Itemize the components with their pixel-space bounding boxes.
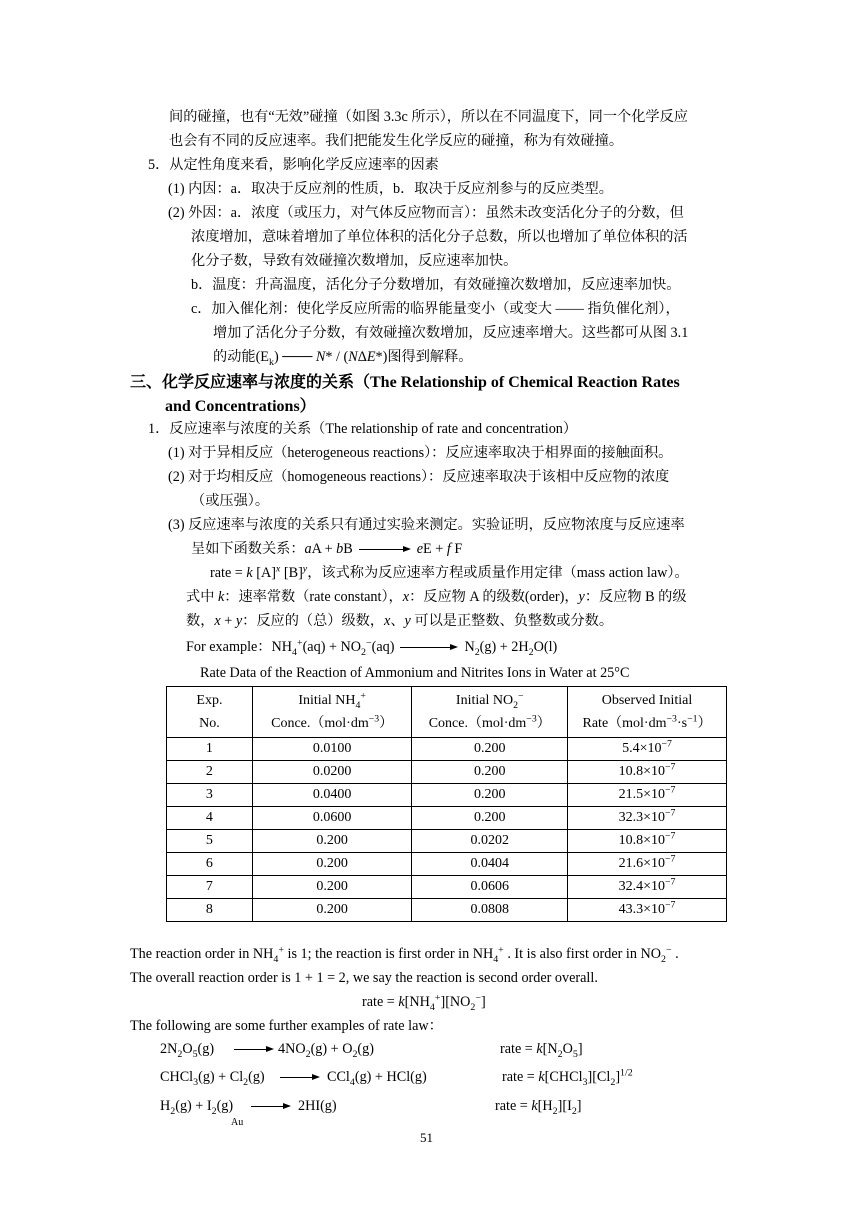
example-3-arrow xyxy=(245,1096,297,1116)
subsection-1-3: (3) 反应速率与浓度的关系只有通过实验来测定。实验证明，反应物浓度与反应速率 xyxy=(168,517,685,533)
table-caption: Rate Data of the Reaction of Ammonium and Nitrites Ions in Water at 25°C xyxy=(200,665,630,681)
general-equation xyxy=(191,539,462,559)
cell-rate: $5.4\times 10^{-7}$ xyxy=(568,738,727,761)
cell-exp: 6 xyxy=(167,853,253,876)
subsection-1: 1．反应速率与浓度的关系（The relationship of rate and concentration） xyxy=(148,421,578,437)
example-3-rhs: 2HI(g) xyxy=(298,1098,337,1114)
cell-nh4: 0.0400 xyxy=(252,784,412,807)
rate-law: rate = k $[A]^x$ $[B]^y$，该式称为反应速率方程或质量作用定律（mass action law）。 xyxy=(210,563,689,581)
example-2-arrow xyxy=(274,1067,326,1087)
reaction-arrow-icon xyxy=(280,1073,320,1083)
item5-external-a3: 化分子数，导致有效碰撞次数增加，反应速率加快。 xyxy=(191,253,518,269)
table-row xyxy=(167,853,727,876)
table-row xyxy=(167,899,727,922)
item5-external-c: c．加入催化剂：使化学反应所需的临界能量变小（或变大 —— 指负催化剂）， xyxy=(191,301,680,317)
cell-rate: $43.3\times 10^{-7}$ xyxy=(568,899,727,922)
cell-nh4: 0.200 xyxy=(252,853,412,876)
cell-exp: 1 xyxy=(167,738,253,761)
cell-rate: $32.3\times 10^{-7}$ xyxy=(568,807,727,830)
example-3-rate: rate = $k[H_2][I_2]$ xyxy=(495,1098,582,1117)
subsection-1-1: (1) 对于异相反应（heterogeneous reactions）：反应速率取决于相界面的接触面积。 xyxy=(168,445,673,461)
header-no2: Initial $NO_2^-$ $Conce.(mol\cdot dm^{-3})$ xyxy=(412,687,568,738)
intro-line-2: 也会有不同的反应速率。我们把能发生化学反应的碰撞，称为有效碰撞。 xyxy=(169,133,624,149)
cell-exp: 4 xyxy=(167,807,253,830)
example-2-lhs: CHCl$_3$(g) + $Cl_2(g)$ xyxy=(160,1069,265,1088)
table-row xyxy=(167,784,727,807)
overall-rate-law: rate = $k[NH_4^+][NO_2^-]$ xyxy=(362,992,486,1013)
cell-no2: 0.200 xyxy=(412,784,568,807)
table-header-row xyxy=(167,687,727,738)
header-exp: Exp. No. xyxy=(167,687,253,738)
table-row xyxy=(167,876,727,899)
reaction-arrow-icon xyxy=(359,545,411,555)
cell-no2: 0.200 xyxy=(412,807,568,830)
catalyst-label: Au xyxy=(231,1117,244,1128)
general-equation-intro: 呈如下函数关系： xyxy=(191,541,305,557)
section-heading-cont: and Concentrations） xyxy=(165,398,316,415)
cell-nh4: 0.200 xyxy=(252,830,412,853)
section-heading: 三、化学反应速率与浓度的关系（The Relationship of Chemical Reaction Rates xyxy=(130,374,680,391)
rate-law-def-2: 数，x + y：反应的（总）级数，x、y 可以是正整数、负整数或分数。 xyxy=(186,613,614,629)
cell-nh4: 0.200 xyxy=(252,876,412,899)
cell-rate: $21.5\times 10^{-7}$ xyxy=(568,784,727,807)
header-nh4: Initial $NH_4^+$ $Conce.(mol\cdot dm^{-3})$ xyxy=(252,687,412,738)
cell-rate: $10.8\times 10^{-7}$ xyxy=(568,761,727,784)
cell-exp: 2 xyxy=(167,761,253,784)
cell-rate: $10.8\times 10^{-7}$ xyxy=(568,830,727,853)
cell-exp: 5 xyxy=(167,830,253,853)
order-statement-2: The overall reaction order is 1 + 1 = 2, we say the reaction is second order overall. xyxy=(130,970,598,986)
further-examples-heading: The following are some further examples of rate law： xyxy=(130,1018,443,1034)
cell-exp: 3 xyxy=(167,784,253,807)
example-2-rhs: CCl$_4$(g) + HCl(g) xyxy=(327,1069,427,1088)
item5-external-c3: 的动能$(E_k)$ ─── N* / (NΔE*)图得到解释。 xyxy=(213,349,473,368)
cell-exp: 7 xyxy=(167,876,253,899)
subsection-1-2: (2) 对于均相反应（homogeneous reactions）：反应速率取决于该相中反应物的浓度 xyxy=(168,469,670,485)
example-rhs: $N_2(g) + 2H_2O(l)$ xyxy=(464,639,558,658)
cell-nh4: 0.0200 xyxy=(252,761,412,784)
example-label: For example： xyxy=(186,639,272,655)
cell-rate: $32.4\times 10^{-7}$ xyxy=(568,876,727,899)
cell-no2: 0.200 xyxy=(412,738,568,761)
example-lhs: $NH_4^+(aq) + NO_2^-(aq)$ xyxy=(271,637,395,658)
example-1-rate: rate = $k[N_2O_5]$ xyxy=(500,1041,583,1060)
general-equation-lhs: aA + bB xyxy=(304,541,353,557)
reaction-arrow-icon xyxy=(251,1102,291,1112)
table-row xyxy=(167,738,727,761)
reaction-arrow-icon xyxy=(234,1045,274,1055)
cell-rate: $21.6\times 10^{-7}$ xyxy=(568,853,727,876)
item5-external-a2: 浓度增加，意味着增加了单位体积的活化分子总数，所以也增加了单位体积的活 xyxy=(191,229,688,245)
cell-no2: 0.0404 xyxy=(412,853,568,876)
example-equation xyxy=(186,637,557,657)
example-1-arrow xyxy=(228,1039,280,1059)
item5-external-c2: 增加了活化分子分数，有效碰撞次数增加，反应速率增大。这些都可从图 3.1 xyxy=(213,325,689,341)
table-row xyxy=(167,807,727,830)
example-3-lhs: $H_2(g) + I_2(g)$ xyxy=(160,1098,234,1117)
cell-no2: 0.0808 xyxy=(412,899,568,922)
example-1-lhs: $2N_2O_5(g)$ xyxy=(160,1041,215,1060)
item5-title: 5．从定性角度来看，影响化学反应速率的因素 xyxy=(148,157,439,173)
cell-nh4: 0.200 xyxy=(252,899,412,922)
rate-law-def-1: 式中 k：速率常数（rate constant），x：反应物 A 的级数(order)，y：反应物 B 的级 xyxy=(186,589,687,605)
cell-no2: 0.0606 xyxy=(412,876,568,899)
page-number: 51 xyxy=(420,1130,433,1145)
example-1-rhs: $4NO_2(g) + O_2(g)$ xyxy=(278,1041,374,1060)
cell-no2: 0.200 xyxy=(412,761,568,784)
cell-no2: 0.0202 xyxy=(412,830,568,853)
cell-nh4: 0.0100 xyxy=(252,738,412,761)
item5-internal: (1) 内因：a．取决于反应剂的性质，b．取决于反应剂参与的反应类型。 xyxy=(168,181,613,197)
reaction-arrow-icon xyxy=(400,643,458,653)
cell-exp: 8 xyxy=(167,899,253,922)
intro-line-1: 间的碰撞，也有“无效”碰撞（如图 3.3c 所示），所以在不同温度下，同一个化学反应 xyxy=(169,109,688,125)
example-2-rate: rate = $k[CHCl_3][Cl_2]^{1/2}$ xyxy=(502,1067,633,1088)
order-statement-1: The reaction order in $NH_4^+$ is 1; the reaction is first order in $NH_4^+$ . It is also first order in $NO_2^-$ . xyxy=(130,944,679,965)
general-equation-rhs: eE + f F xyxy=(416,541,463,557)
table-row xyxy=(167,830,727,853)
item5-external-b: b．温度：升高温度，活化分子分数增加，有效碰撞次数增加，反应速率加快。 xyxy=(191,277,681,293)
item5-external-a: (2) 外因：a．浓度（或压力，对气体反应物而言）：虽然未改变活化分子的分数，但 xyxy=(168,205,684,221)
cell-nh4: 0.0600 xyxy=(252,807,412,830)
subsection-1-2b: （或压强）。 xyxy=(191,493,270,509)
table-row xyxy=(167,761,727,784)
rate-data-table xyxy=(166,686,727,922)
header-rate: Observed Initial $Rate(mol\cdot dm^{-3}\cdot s^{-1})$ xyxy=(568,687,727,738)
